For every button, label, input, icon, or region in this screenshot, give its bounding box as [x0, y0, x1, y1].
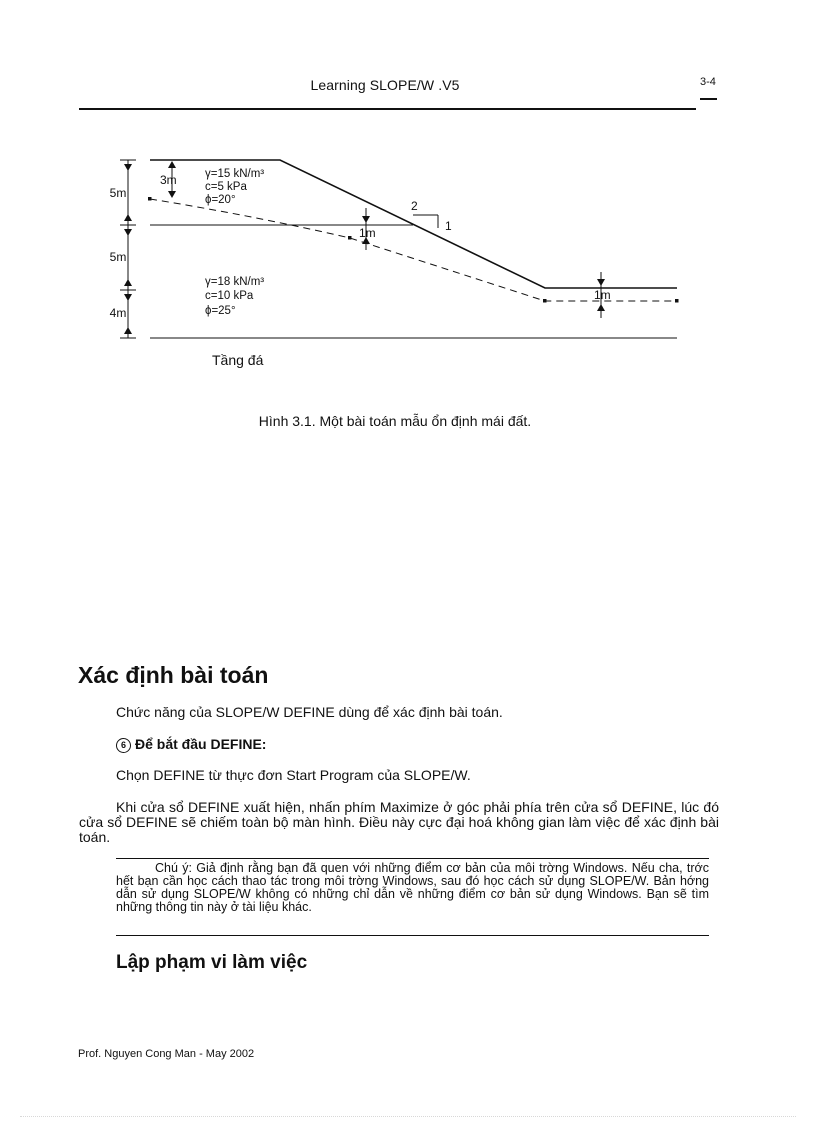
step-heading	[116, 736, 266, 753]
running-header: Learning SLOPE/W .V5	[310, 77, 460, 93]
slope-figure	[100, 150, 690, 385]
slope-ratio-horizontal: 2	[411, 199, 418, 213]
section-title: Xác định bài toán	[78, 662, 269, 688]
slope-ratio-vertical: 1	[445, 219, 452, 233]
intro-paragraph: Chức năng của SLOPE/W DEFINE dùng để xác định bài toán.	[116, 704, 503, 720]
lower-cohesion: c=10 kPa	[205, 290, 254, 302]
lower-gamma: γ=18 kN/m³	[205, 276, 265, 288]
sub-heading: Lập phạm vi làm việc	[116, 952, 308, 973]
footer: Prof. Nguyen Cong Man - May 2002	[78, 1048, 255, 1060]
maximize-paragraph	[79, 800, 719, 845]
bedrock-label: Tầng đá	[212, 352, 264, 368]
dim-label-upper: 5m	[109, 186, 127, 200]
bottom-dotted-rule	[20, 1116, 796, 1117]
page-number: 3-4	[700, 76, 716, 88]
dim-label-middle: 5m	[109, 250, 127, 264]
maximize-paragraph-text: Khi cửa sổ DEFINE xuất hiện, nhấn phím Maximize ở góc phải phía trên cửa sổ DEFINE, lúc đó cửa sổ DEFINE sẽ chiếm toàn bộ màn hình. Điều này cực đại hoá không gian làm việc để xác định bài toán.	[79, 799, 719, 845]
page-number-underline	[700, 98, 717, 100]
toe-depth-label: 1m	[594, 288, 611, 302]
step-number-icon: 6	[116, 738, 131, 753]
water-depth-label: 3m	[160, 173, 177, 187]
note-box	[116, 862, 709, 914]
note-rule-top	[116, 858, 709, 859]
figure-caption: Hình 3.1. Một bài toán mẫu ổn định mái đất.	[258, 413, 532, 429]
upper-cohesion: c=5 kPa	[205, 181, 247, 193]
choose-define-paragraph: Chọn DEFINE từ thực đơn Start Program của SLOPE/W.	[116, 767, 471, 783]
mid-depth-label: 1m	[359, 226, 376, 240]
slope-diagram	[100, 150, 690, 380]
dim-label-lower: 4m	[109, 306, 127, 320]
note-rule-bottom	[116, 935, 709, 936]
step-heading-text: Để bắt đầu DEFINE:	[135, 736, 267, 752]
upper-gamma: γ=15 kN/m³	[205, 168, 265, 180]
upper-phi: ϕ=20°	[205, 194, 236, 206]
lower-phi: ϕ=25°	[205, 305, 236, 317]
note-text: Chú ý: Giả định rằng bạn đã quen với những điểm cơ bản của môi trờng Windows. Nếu cha, trớc hết bạn cần học cách thao tác trong môi trờng Windows, sau đó học cách sử dụng SLOPE/W. Bản hớng dẫn sử dụng SLOPE/W không có những chỉ dẫn về những điểm cơ bản sử dụng Windows. Bạn sẽ tìm những thông tin này ở tài liệu khác.	[116, 861, 709, 914]
header-rule	[79, 108, 696, 110]
